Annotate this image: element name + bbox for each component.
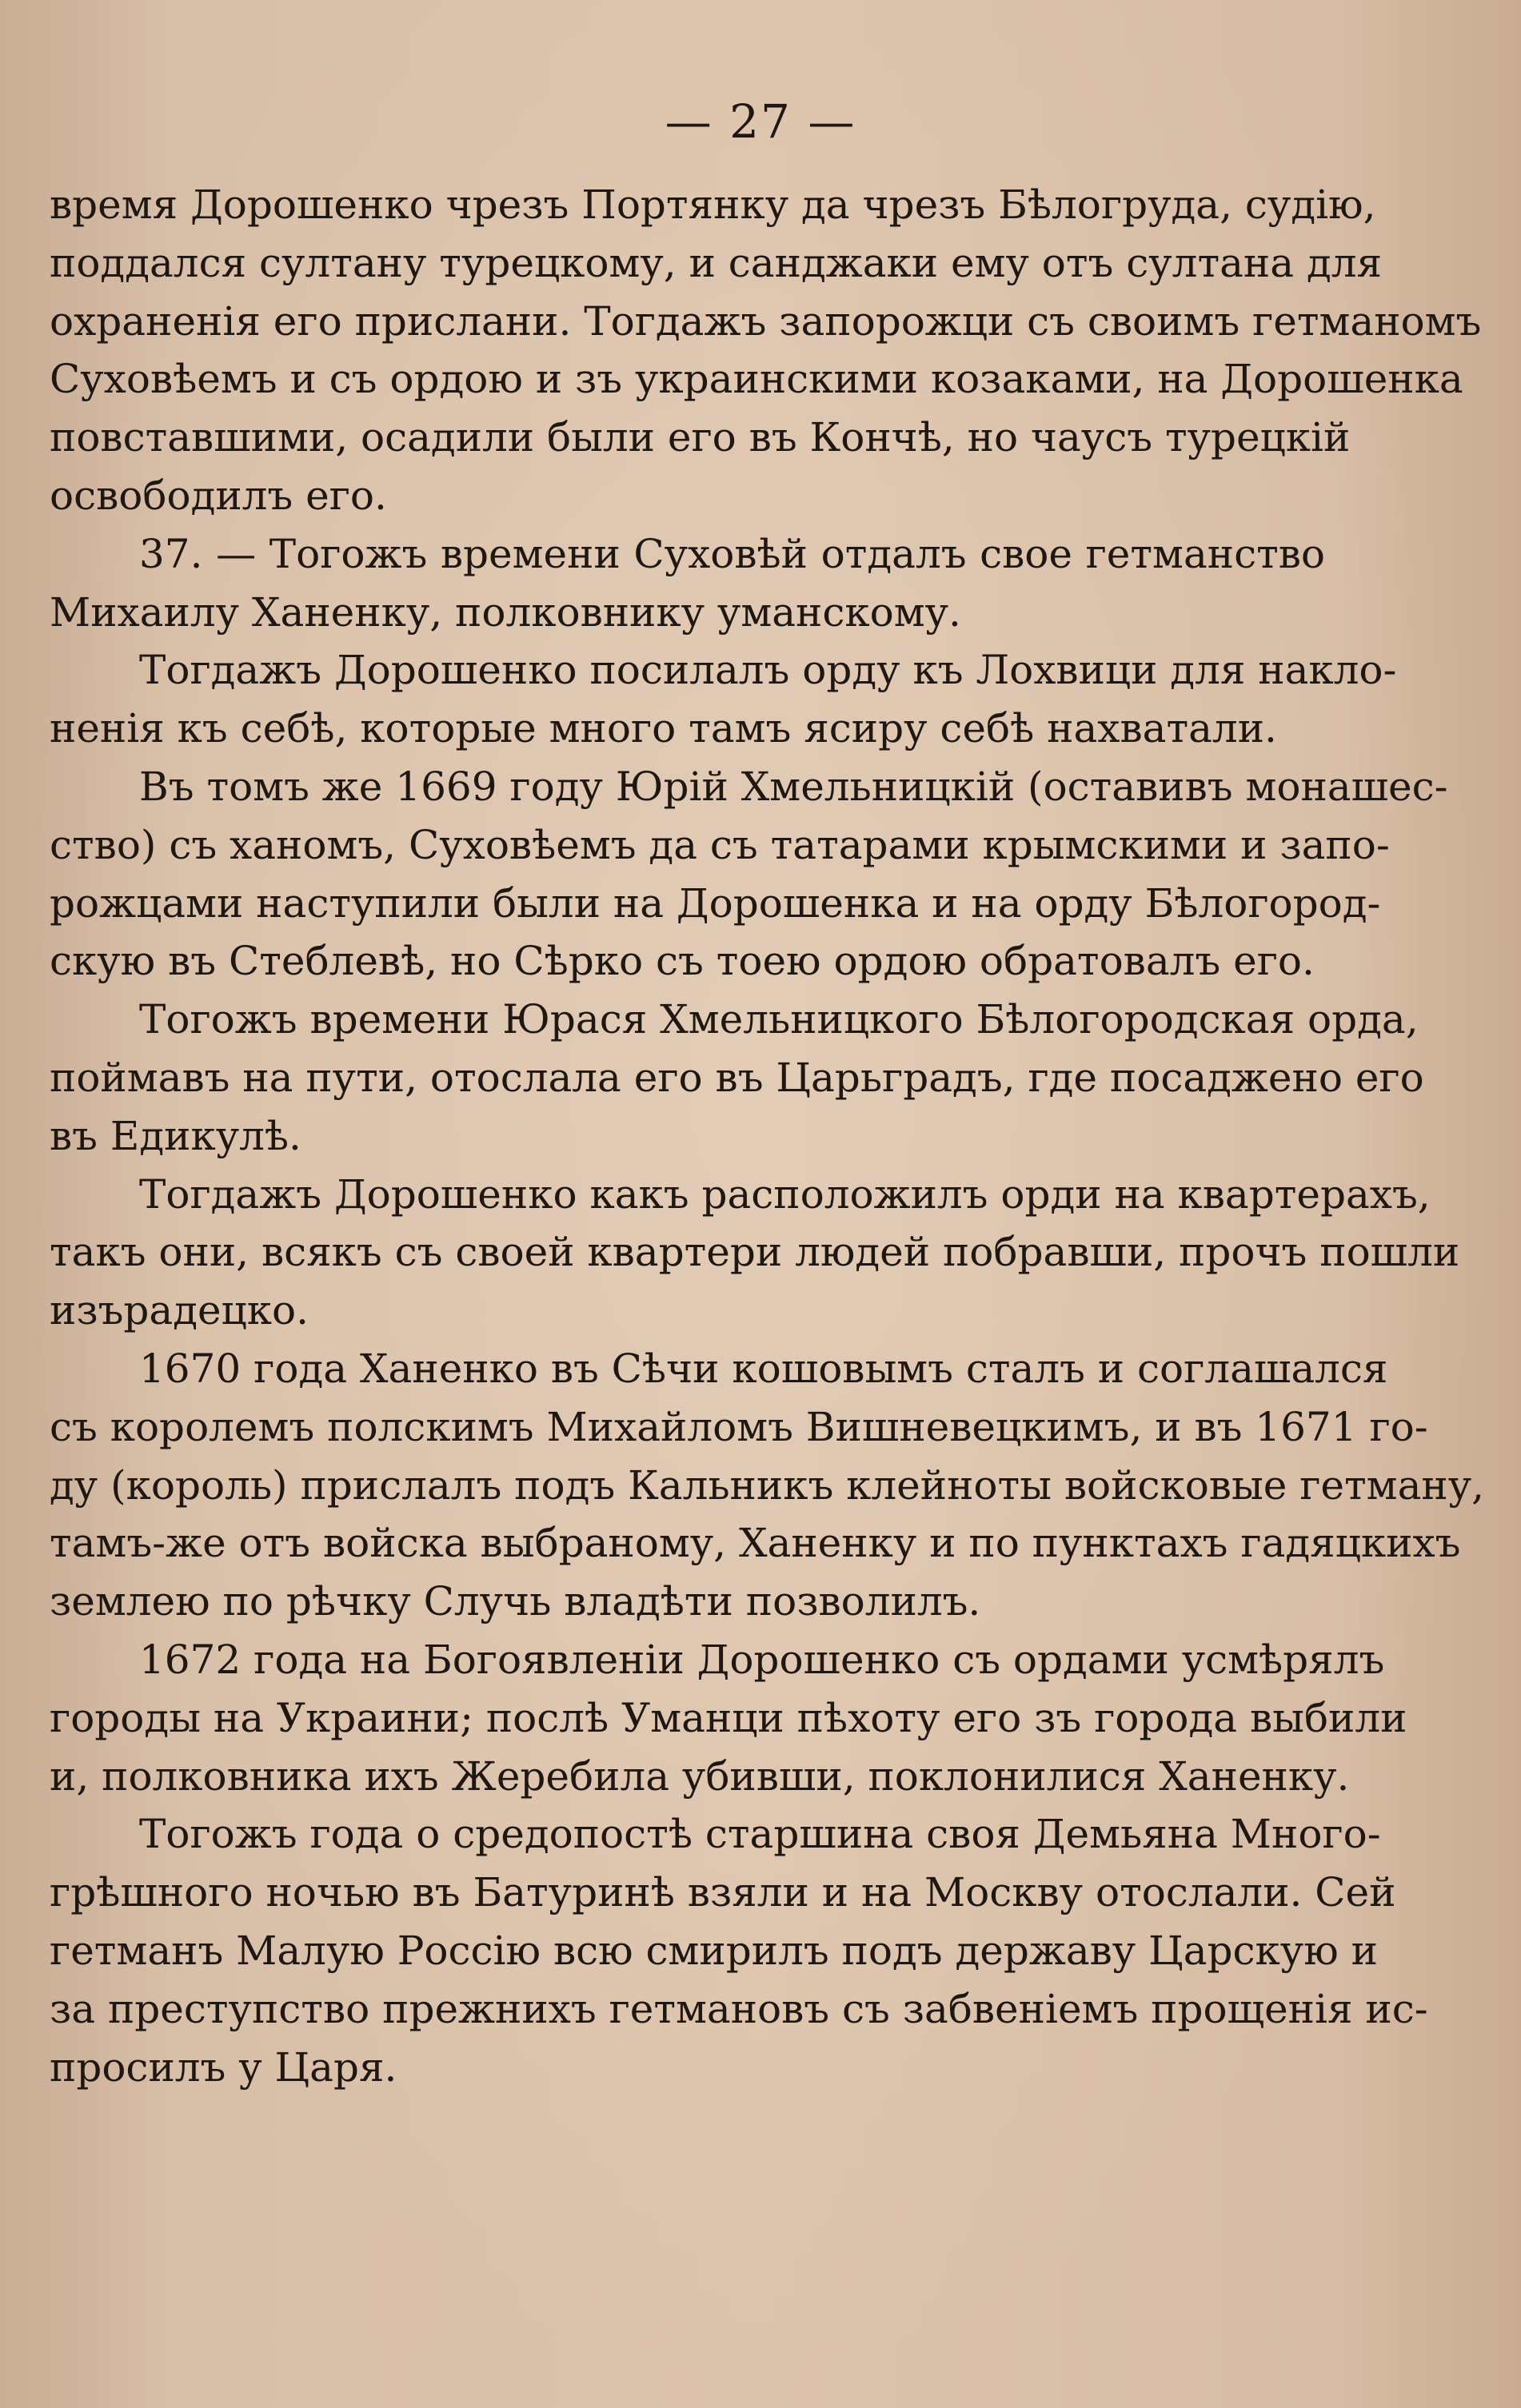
text-line: Тогожъ времени Юрася Хмельницкого Бѣлогородская орда,	[139, 996, 1419, 1043]
body-text	[50, 176, 1485, 2096]
text-line: Суховѣемъ и съ ордою и зъ украинскими козаками, на Дорошенка	[50, 356, 1463, 403]
text-line: 1672 года на Богоявленіи Дорошенко съ ордами усмѣрялъ	[139, 1636, 1385, 1683]
text-line: время Дорошенко чрезъ Портянку да чрезъ Бѣлогруда, судію,	[50, 181, 1376, 228]
text-line: скую въ Стеблевѣ, но Сѣрко съ тоею ордою обратовалъ его.	[50, 938, 1315, 985]
text-line: просилъ у Царя.	[50, 2043, 397, 2091]
text-line: охраненія его прислани. Тогдажъ запорожци съ своимъ гетманомъ	[50, 297, 1482, 345]
text-line: поймавъ на пути, отослала его въ Царьградъ, где посаджено его	[50, 1054, 1424, 1101]
text-line: Тогдажъ Дорошенко какъ расположилъ орди на квартерахъ,	[139, 1170, 1431, 1218]
text-line: ду (король) прислалъ подъ Кальникъ клейноты войсковые гетману,	[50, 1461, 1485, 1509]
text-line: и, полковника ихъ Жеребила убивши, поклонилися Ханенку.	[50, 1752, 1350, 1800]
text-line: повставшими, осадили были его въ Кончѣ, но чаусъ турецкій	[50, 414, 1351, 461]
page-number: — 27 —	[665, 94, 856, 149]
text-line: городы на Украини; послѣ Уманци пѣхоту его зъ города выбили	[50, 1694, 1407, 1741]
text-line: тамъ-же отъ войска выбраному, Ханенку и по пунктахъ гадяцкихъ	[50, 1520, 1461, 1567]
text-line: въ Едикулѣ.	[50, 1112, 301, 1159]
text-line: Въ томъ же 1669 году Юрій Хмельницкій (оставивъ монашес-	[139, 763, 1448, 810]
text-line: Михаилу Ханенку, полковнику уманскому.	[50, 588, 961, 636]
text-line: освободилъ его.	[50, 472, 387, 519]
text-line: ненія къ себѣ, которые много тамъ ясиру себѣ нахватали.	[50, 705, 1277, 752]
text-line: Тогожъ года о средопостѣ старшина своя Демьяна Много-	[139, 1811, 1381, 1858]
text-line: ство) съ ханомъ, Суховѣемъ да съ татарами крымскими и запо-	[50, 821, 1390, 868]
text-line: рожцами наступили были на Дорошенка и на орду Бѣлогород-	[50, 879, 1381, 927]
text-line: землею по рѣчку Случь владѣти позволилъ.	[50, 1578, 981, 1625]
text-line: изърадецко.	[50, 1287, 309, 1334]
text-line: Тогдажъ Дорошенко посилалъ орду къ Лохвици для накло-	[139, 647, 1397, 694]
text-line: гетманъ Малую Россію всю смирилъ подъ державу Царскую и	[50, 1927, 1378, 1974]
text-line: 1670 года Ханенко въ Сѣчи кошовымъ сталъ и соглашался	[139, 1345, 1388, 1392]
text-line: 37. — Тогожъ времени Суховѣй отдалъ свое гетманство	[139, 530, 1325, 577]
text-line: съ королемъ полскимъ Михайломъ Вишневецкимъ, и въ 1671 го-	[50, 1403, 1428, 1450]
text-line: за преступство прежнихъ гетмановъ съ забвеніемъ прощенія ис-	[50, 1985, 1428, 2032]
text-line: поддался султану турецкому, и санджаки ему отъ султана для	[50, 239, 1383, 286]
text-line: такъ они, всякъ съ своей квартери людей побравши, прочъ пошли	[50, 1229, 1460, 1276]
text-line: грѣшного ночью въ Батуринѣ взяли и на Москву отослали. Сей	[50, 1869, 1396, 1916]
